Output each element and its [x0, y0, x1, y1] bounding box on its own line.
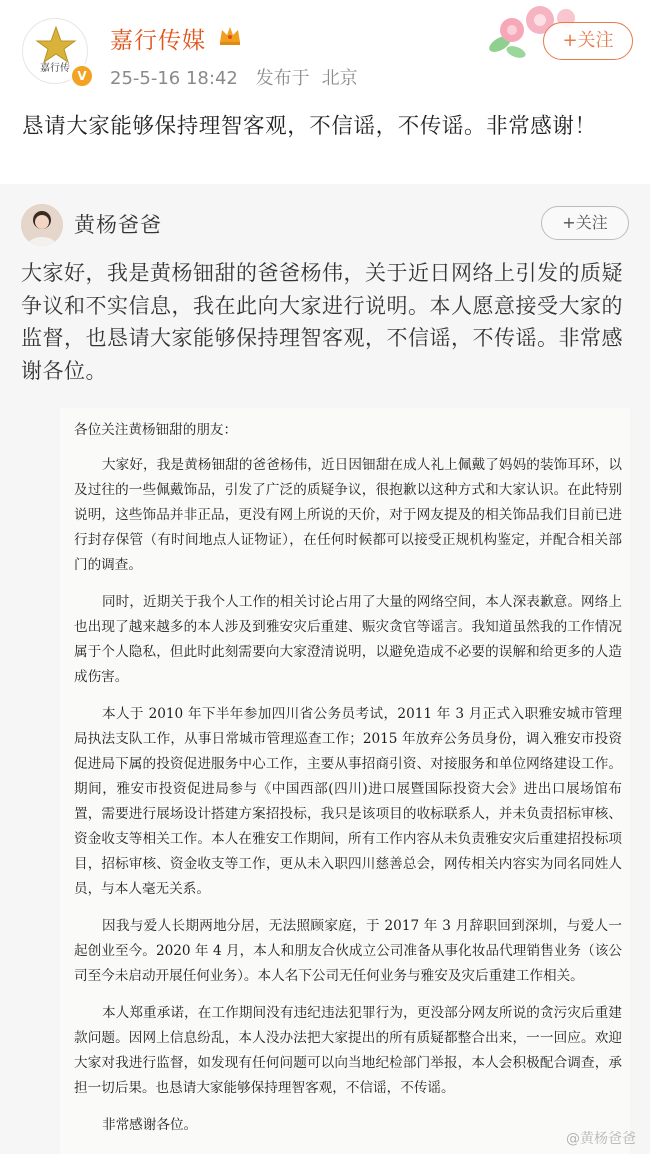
repost-author-name[interactable]: 黄杨爸爸: [74, 213, 162, 237]
post-meta: [110, 64, 370, 90]
statement-image[interactable]: [60, 408, 630, 1154]
statement-closing: 非常感谢各位。: [102, 1117, 198, 1133]
watermark: @黄杨爸爸: [566, 1131, 636, 1147]
statement-greeting: 各位关注黄杨钿甜的朋友：: [74, 422, 238, 438]
verified-badge-icon: V: [70, 64, 94, 88]
statement-paragraph: 本人郑重承诺，在工作期间没有违纪违法犯罪行为，更没部分网友所说的贪污灾后重建款问题。因网上信息纷乱，本人没办法把大家提出的所有质疑都整合出来，一一回应。欢迎大家对我进行监督，如发现有任何问题可以向当地纪检部门举报，本人会积极配合调查，承担一切后果。也恳请大家能够保持理智客观，不信谣，不传谣。: [74, 1005, 622, 1096]
follow-button[interactable]: +关注: [543, 22, 633, 60]
statement-paragraph: 同时，近期关于我个人工作的相关讨论占用了大量的网络空间，本人深表歉意。网络上也出现了越来越多的本人涉及到雅安灾后重建、赈灾贪官等谣言。我知道虽然我的工作情况属于个人隐私，但此时此刻需要向大家澄清说明，以避免造成不必要的误解和给更多的人造成伤害。: [74, 594, 622, 685]
logo-text: 嘉行传: [40, 63, 70, 74]
statement-paragraph: 因我与爱人长期两地分居，无法照顾家庭，于 2017 年 3 月辞职回到深圳，与爱人一起创业至今。2020 年 4 月，本人和朋友合伙成立公司准备从事化妆品代理销售业务（该公司至今未启动开展任何业务）。本人名下公司无任何业务与雅安及灾后重建工作相关。: [74, 918, 622, 984]
author-name[interactable]: 嘉行传媒: [110, 28, 206, 54]
post-text: 恳请大家能够保持理智客观，不信谣，不传谣。非常感谢！: [22, 114, 597, 139]
statement-paragraph: 大家好，我是黄杨钿甜的爸爸杨伟，近日因钿甜在成人礼上佩戴了妈妈的装饰耳环，以及过往的一些佩戴饰品，引发了广泛的质疑争议，很抱歉以这种方式和大家认识。在此特别说明，这些饰品并非正品，更没有网上所说的天价，对于网友提及的相关饰品我们目前已进行封存保管（有时间地点人证物证），在任何时候都可以接受正规机构鉴定，并配合相关部门的调查。: [74, 457, 622, 573]
location-prefix: 发布于: [255, 68, 310, 89]
repost-follow-button[interactable]: +关注: [541, 206, 629, 240]
repost-card[interactable]: [0, 184, 650, 1154]
post-date: 25-5-16 18:42: [110, 68, 238, 89]
post-location: 北京: [321, 68, 358, 89]
statement-paragraph: 本人于 2010 年下半年参加四川省公务员考试，2011 年 3 月正式入职雅安城市管理局执法支队工作，从事日常城市管理巡查工作；2015 年放弃公务员身份，调入雅安市投资促进局下属的投资促进服务中心工作，主要从事招商引资、对接服务和单位网络建设工作。期间，雅安市投资促进局参与《中国西部(四川)进口展暨国际投资大会》进出口展场馆布置，需要进行展场设计搭建方案招投标，我只是该项目的收标联系人，并未负责招标审核、资金收支等相关工作。本人在雅安工作期间，所有工作内容从未负责雅安灾后重建招投标项目，招标审核、资金收支等工作，更从未入职四川慈善总会，网传相关内容实为同名同姓人员，与本人毫无关系。: [74, 706, 622, 897]
crown-icon: [218, 24, 242, 46]
repost-text: 大家好，我是黄杨钿甜的爸爸杨伟，关于近日网络上引发的质疑争议和不实信息，我在此向大家进行说明。本人愿意接受大家的监督，也恳请大家能够保持理智客观，不信谣，不传谣。非常感谢各位。: [21, 261, 623, 383]
repost-author-avatar[interactable]: [21, 204, 63, 246]
child-avatar-icon: [21, 204, 63, 246]
post-header: [0, 0, 650, 100]
